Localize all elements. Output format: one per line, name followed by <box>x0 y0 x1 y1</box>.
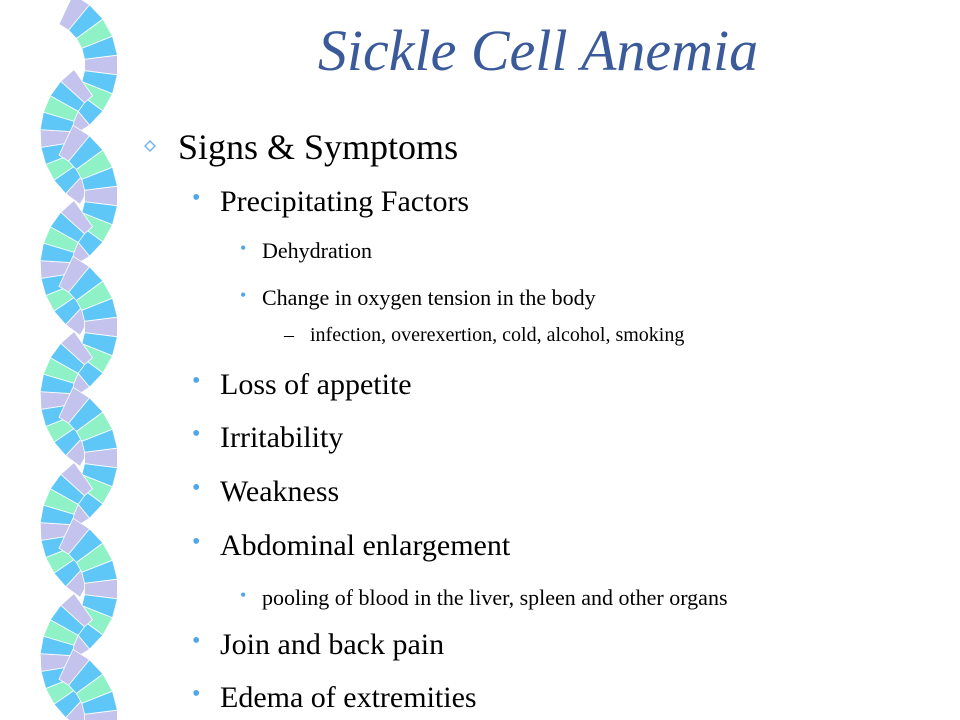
bullet-weakness: • Weakness <box>192 475 340 508</box>
bullet-precipitating-factors: • Precipitating Factors <box>192 185 470 218</box>
dot-bullet-icon: • <box>192 628 201 654</box>
bullet-joint-back-pain: • Join and back pain <box>192 628 445 661</box>
diamond-bullet-icon <box>144 140 156 152</box>
bullet-loss-of-appetite: • Loss of appetite <box>192 368 412 401</box>
dot-bullet-icon: • <box>192 475 201 501</box>
bullet-dehydration: • Dehydration <box>240 238 372 263</box>
dot-bullet-icon: • <box>192 681 201 707</box>
bullet-edema-of-extremities: • Edema of extremities <box>192 681 477 714</box>
dot-bullet-icon: • <box>192 368 201 394</box>
bullet-oxygen-tension: • Change in oxygen tension in the body <box>240 285 596 310</box>
dash-bullet-icon: – <box>284 324 294 346</box>
heading-signs-symptoms <box>178 126 458 168</box>
bullet-oxygen-causes: – infection, overexertion, cold, alcohol, smoking <box>284 324 685 346</box>
heading-text: Signs & Symptoms <box>178 127 459 167</box>
dot-bullet-icon: • <box>192 421 201 447</box>
bullet-abdominal-enlargement: • Abdominal enlargement <box>192 529 511 562</box>
bullet-irritability: • Irritability <box>192 421 344 454</box>
dot-bullet-icon: • <box>192 185 201 211</box>
dot-bullet-icon: • <box>240 285 247 305</box>
slide-title: Sickle Cell Anemia <box>317 18 759 83</box>
dot-bullet-icon: • <box>240 238 247 258</box>
bullet-pooling-of-blood: • pooling of blood in the liver, spleen and other organs <box>240 585 728 610</box>
dot-bullet-icon: • <box>240 585 247 605</box>
ribbon-spiral-decoration <box>0 0 130 720</box>
dot-bullet-icon: • <box>192 529 201 555</box>
